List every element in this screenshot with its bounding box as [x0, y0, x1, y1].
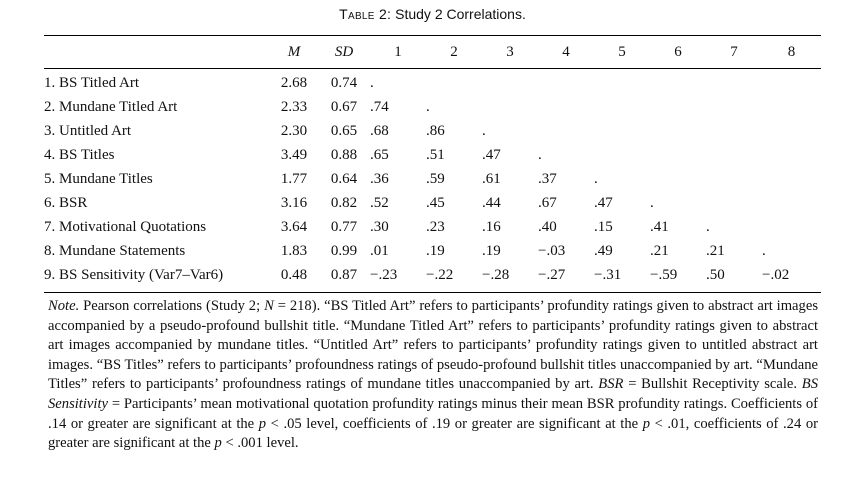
- correlation-cell: .19: [482, 242, 501, 259]
- correlation-cell: .21: [650, 242, 669, 259]
- header-col-1: 1: [394, 43, 402, 60]
- header-mean: M: [287, 43, 301, 60]
- correlation-cell: .47: [594, 194, 613, 211]
- sd-cell: 0.99: [330, 242, 358, 259]
- sd-cell: 0.74: [330, 74, 358, 91]
- correlation-cell: −.22: [426, 266, 454, 283]
- table-row: [44, 167, 821, 191]
- table-row: [44, 263, 821, 287]
- correlation-cell: [762, 167, 821, 191]
- bottom-rule: [44, 292, 821, 293]
- note-symbol: p: [258, 415, 267, 432]
- table-row: [44, 239, 821, 263]
- note-symbol: p: [642, 415, 651, 432]
- table-title: Study 2 Correlations.: [395, 6, 526, 22]
- correlation-cell: −.28: [482, 266, 510, 283]
- correlation-cell: [650, 119, 706, 143]
- header-row: [44, 37, 821, 67]
- correlation-cell: [594, 95, 650, 119]
- note-symbol: BSR: [598, 376, 624, 393]
- correlation-cell: .52: [370, 194, 389, 211]
- header-sd: SD: [334, 43, 354, 60]
- correlation-cell: .67: [538, 194, 557, 211]
- note-text: < .05 level, coefficients of .19 or greater are significant at the: [266, 415, 643, 432]
- correlation-cell: .36: [370, 170, 389, 187]
- row-label: 8. Mundane Statements: [44, 242, 186, 259]
- correlation-cell: [538, 119, 594, 143]
- correlation-cell: [762, 119, 821, 143]
- correlation-cell: .41: [650, 218, 669, 235]
- header-col-3: 3: [506, 43, 514, 60]
- correlation-cell: [706, 143, 762, 167]
- note-text: = Bullshit Receptivity scale.: [623, 376, 802, 393]
- correlation-cell: .: [482, 122, 486, 139]
- correlation-cell: [762, 143, 821, 167]
- correlation-cell: .: [706, 218, 710, 235]
- correlation-cell: .86: [426, 122, 445, 139]
- correlation-cell: −.03: [538, 242, 566, 259]
- correlation-cell: [706, 167, 762, 191]
- correlation-cell: [762, 191, 821, 215]
- correlation-cell: .61: [482, 170, 501, 187]
- correlation-cell: [594, 67, 650, 95]
- correlation-cell: .49: [594, 242, 613, 259]
- correlation-cell: .23: [426, 218, 445, 235]
- correlation-cell: −.23: [370, 266, 398, 283]
- row-label: 1. BS Titled Art: [44, 74, 140, 91]
- sd-cell: 0.82: [330, 194, 358, 211]
- correlation-cell: −.59: [650, 266, 678, 283]
- correlation-cell: −.02: [762, 266, 790, 283]
- note-text: < .001 level.: [221, 435, 299, 452]
- table-row: [44, 191, 821, 215]
- correlation-cell: .: [426, 98, 430, 115]
- correlation-cell: .45: [426, 194, 445, 211]
- correlation-table: [44, 37, 821, 287]
- correlation-cell: .50: [706, 266, 725, 283]
- correlation-cell: .: [650, 194, 654, 211]
- header-col-6: 6: [674, 43, 682, 60]
- note-symbol: BS Sensitivity: [48, 376, 818, 412]
- correlation-cell: .30: [370, 218, 389, 235]
- mean-cell: 1.77: [280, 170, 308, 187]
- sd-cell: 0.77: [330, 218, 358, 235]
- correlation-cell: .16: [482, 218, 501, 235]
- row-label: 5. Mundane Titles: [44, 170, 153, 187]
- row-label: 3. Untitled Art: [44, 122, 132, 139]
- header-col-8: 8: [787, 43, 796, 60]
- correlation-cell: [762, 67, 821, 95]
- correlation-cell: [594, 119, 650, 143]
- correlation-cell: .19: [426, 242, 445, 259]
- table-number: Table 2:: [339, 6, 392, 22]
- table-row: [44, 67, 821, 95]
- correlation-cell: .: [762, 242, 766, 259]
- correlation-cell: [594, 143, 650, 167]
- table-row: [44, 95, 821, 119]
- note-text: = 218). “BS Titled Art” refers to participants’ profundity ratings given to abstract art images accompanied by a pseudo-profound bullshit title. “Mundane Titled Art” refers to participants’ profundity ratings given to abstract art images accompanied by mundane titles. “Untitled Art” refers to participants’ profundity ratings given to untitled abstract art images. “BS Titles” refers to participants’ profoundness ratings of pseudo-profound bullshit titles unaccompanied by art. “Mundane Titles” refers to participants’ profoundness ratings of mundane titles unaccompanied by art.: [48, 298, 818, 393]
- correlation-cell: .37: [538, 170, 557, 187]
- correlation-cell: [650, 143, 706, 167]
- mean-cell: 2.68: [280, 74, 308, 91]
- correlation-cell: [706, 67, 762, 95]
- correlation-cell: [538, 67, 594, 95]
- mean-cell: 2.33: [280, 98, 308, 115]
- sd-cell: 0.87: [330, 266, 358, 283]
- header-col-7: 7: [730, 43, 738, 60]
- row-label: 4. BS Titles: [44, 146, 115, 163]
- note-symbol: p: [214, 435, 222, 452]
- correlation-cell: .: [370, 74, 374, 91]
- note-text: < .01, coefficients of .24 or greater are significant at the: [48, 415, 818, 452]
- correlation-cell: .65: [370, 146, 389, 163]
- row-label: 9. BS Sensitivity (Var7–Var6): [44, 266, 224, 283]
- correlation-cell: .15: [594, 218, 613, 235]
- correlation-cell: .51: [426, 146, 445, 163]
- correlation-cell: [426, 67, 482, 95]
- header-col-5: 5: [618, 43, 626, 60]
- correlation-cell: [482, 95, 538, 119]
- correlation-cell: .44: [482, 194, 501, 211]
- mean-cell: 3.49: [280, 146, 308, 163]
- header-cell: [44, 37, 270, 67]
- correlation-cell: .47: [482, 146, 501, 163]
- correlation-cell: [650, 95, 706, 119]
- mean-cell: 3.16: [280, 194, 308, 211]
- correlation-cell: .68: [370, 122, 389, 139]
- sd-cell: 0.65: [330, 122, 358, 139]
- table-row: [44, 119, 821, 143]
- row-label: 7. Motivational Quotations: [44, 218, 207, 235]
- correlation-cell: .40: [538, 218, 557, 235]
- correlation-cell: .: [538, 146, 542, 163]
- sd-cell: 0.64: [330, 170, 358, 187]
- mean-cell: 0.48: [280, 266, 308, 283]
- correlation-cell: .74: [370, 98, 389, 115]
- correlation-cell: .21: [706, 242, 725, 259]
- mean-cell: 1.83: [280, 242, 308, 259]
- correlation-cell: [706, 191, 762, 215]
- sd-cell: 0.67: [330, 98, 358, 115]
- row-label: 2. Mundane Titled Art: [44, 98, 178, 115]
- correlation-cell: [706, 119, 762, 143]
- row-label: 6. BSR: [44, 194, 88, 211]
- correlation-cell: −.31: [594, 266, 622, 283]
- table-row: [44, 143, 821, 167]
- header-col-4: 4: [562, 43, 570, 60]
- correlation-cell: [538, 95, 594, 119]
- header-col-2: 2: [450, 43, 458, 60]
- correlation-cell: [650, 167, 706, 191]
- correlation-cell: −.27: [538, 266, 566, 283]
- correlation-cell: [650, 67, 706, 95]
- table-caption: [0, 6, 865, 22]
- correlation-cell: .: [594, 170, 598, 187]
- correlation-cell: [706, 95, 762, 119]
- mean-cell: 3.64: [280, 218, 308, 235]
- correlation-cell: .01: [370, 242, 389, 259]
- mean-cell: 2.30: [280, 122, 308, 139]
- correlation-cell: [762, 215, 821, 239]
- note-symbol: N: [264, 298, 274, 314]
- sd-cell: 0.88: [330, 146, 358, 163]
- table-row: [44, 215, 821, 239]
- correlation-cell: [482, 67, 538, 95]
- note-text: = Participants’ mean motivational quotation profundity ratings minus their mean BSR profundity ratings. Coefficients of .14 or greater are significant at the: [48, 395, 818, 432]
- table-note: [48, 297, 818, 454]
- note-text: Pearson correlations (Study 2;: [79, 298, 265, 314]
- note-label: Note.: [48, 298, 80, 314]
- correlation-cell: [762, 95, 821, 119]
- correlation-cell: .59: [426, 170, 445, 187]
